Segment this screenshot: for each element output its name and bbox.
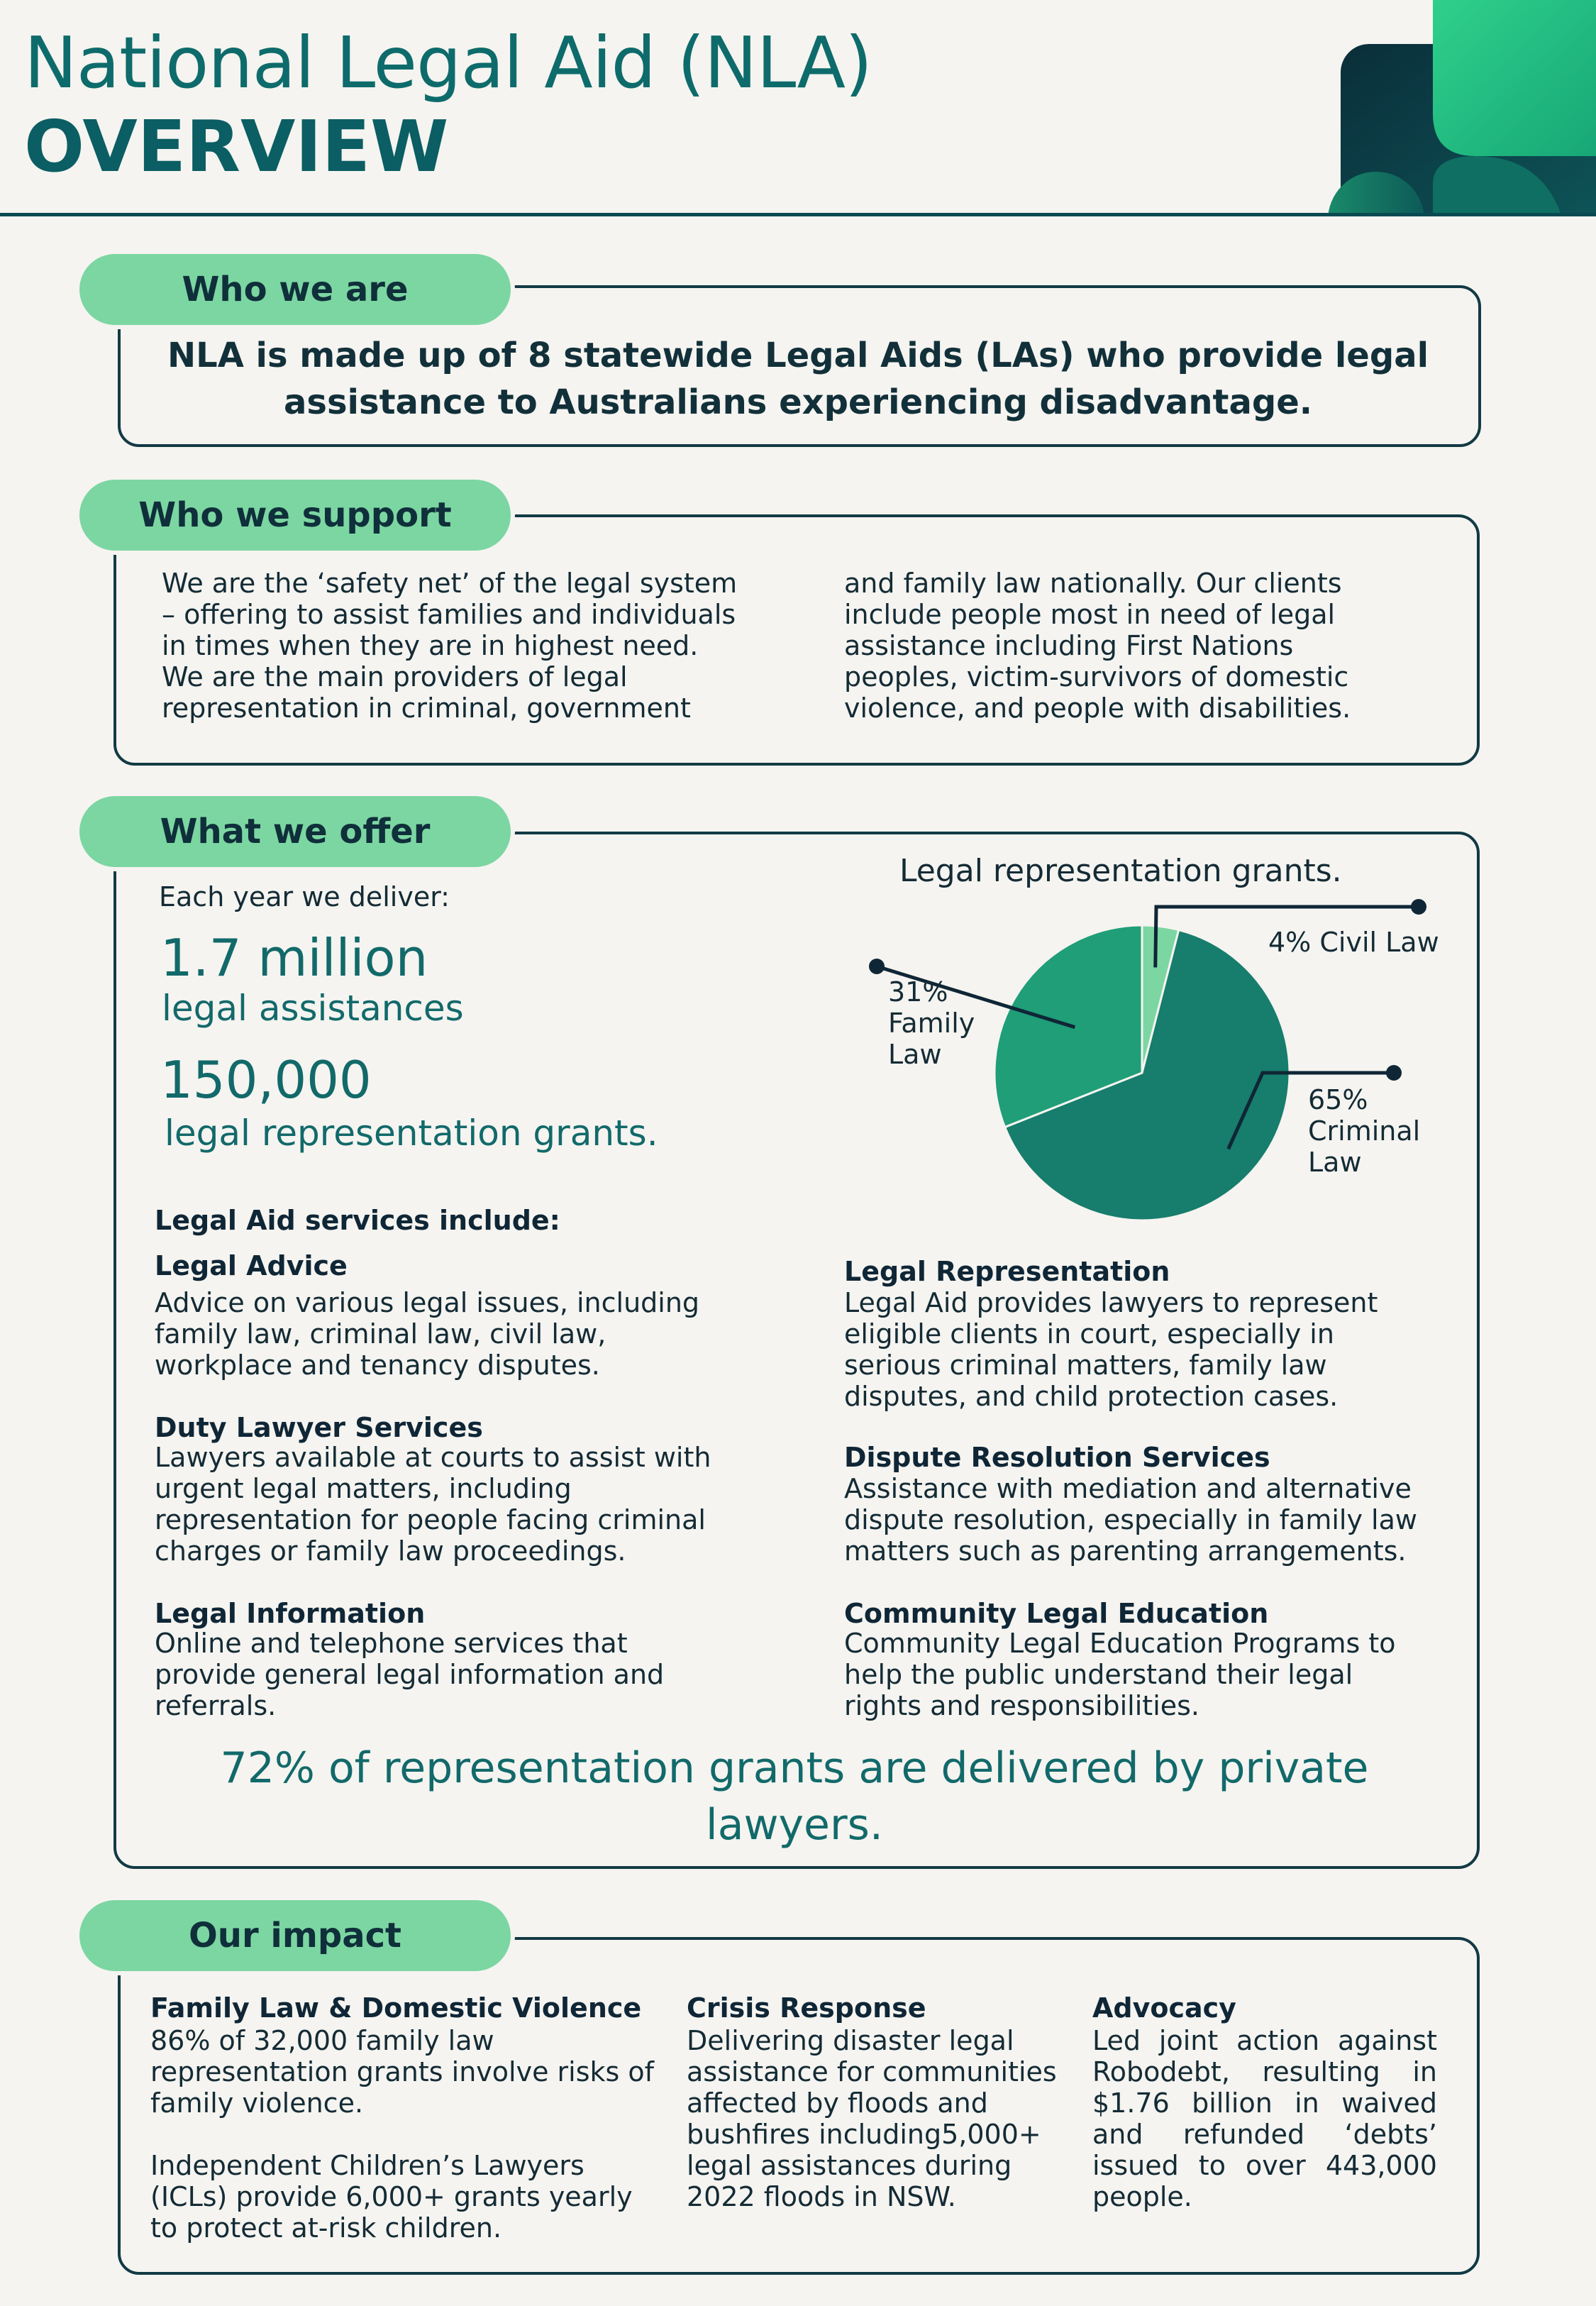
stat-assistances-label: legal assistances [162,988,464,1029]
pie-label-family: 31% Family Law [888,976,975,1070]
stat-assistances-value: 1.7 million [160,928,428,988]
page-subtitle: OVERVIEW [24,105,449,188]
service-body: Lawyers available at courts to assist with urgent legal matters, including representation for people facing criminal charges or family law proceedings. [155,1442,711,1567]
pie-leader-dot [1411,899,1426,915]
service-title: Duty Lawyer Services [155,1412,483,1443]
who-we-are-text: NLA is made up of 8 statewide Legal Aids (LAs) who provide legal assistance to Australians experiencing disadvantage. [167,336,1429,422]
service-body: Online and telephone services that provide general legal information and referrals. [155,1628,665,1721]
service-title: Legal Information [155,1598,426,1629]
who-we-support-col1: We are the ‘safety net’ of the legal system – offering to assist families and individuals in times when they are in highest need. We are the main providers of legal representation in criminal, government [162,568,738,724]
service-body: Legal Aid provides lawyers to represent eligible clients in court, especially in serious criminal matters, family law disputes, and child protection cases. [844,1287,1378,1412]
who-we-are-heading: Who we are [79,254,511,325]
who-we-support-heading: Who we support [79,480,511,551]
service-body: Assistance with mediation and alternative dispute resolution, especially in family law matters such as parenting arrangements. [844,1473,1417,1567]
service-title: Legal Representation [844,1256,1170,1287]
private-lawyers-stat: 72% of representation grants are delivered by private lawyers. [220,1743,1369,1850]
stat-grants-value: 150,000 [160,1050,372,1110]
header-divider [0,213,1596,216]
deliver-intro: Each year we deliver: [159,881,450,912]
services-heading: Legal Aid services include: [155,1205,560,1236]
pie-label-criminal: 65% Criminal Law [1308,1084,1421,1178]
impact-body: 86% of 32,000 family law representation grants involve risks of family violence. [150,2025,655,2119]
impact-body: Delivering disaster legal assistance for communities affected by floods and bushfires including5,000+ legal assistances during 2022 floods in NSW. [687,2025,1057,2212]
pie-label-civil: 4% Civil Law [1268,927,1439,958]
impact-title: Family Law & Domestic Violence [150,1992,642,2024]
impact-body: Independent Children’s Lawyers (ICLs) provide 6,000+ grants yearly to protect at-risk children. [150,2150,633,2244]
service-body: Community Legal Education Programs to help the public understand their legal rights and responsibilities. [844,1628,1396,1721]
pie-leader-dot [1386,1065,1402,1081]
service-body: Advice on various legal issues, including family law, criminal law, civil law, workplace and tenancy disputes. [155,1287,700,1381]
page-title: National Legal Aid (NLA) [24,21,872,104]
service-title: Legal Advice [155,1250,348,1281]
what-we-offer-heading: What we offer [79,796,511,867]
pie-leader-dot [869,959,885,974]
impact-title: Advocacy [1092,1992,1236,2024]
impact-body: Led joint action against Robodebt, resulting in $1.76 billion in waived and refunded ‘debts’ issued to over 443,000 people. [1092,2025,1437,2212]
impact-title: Crisis Response [687,1992,926,2024]
service-title: Dispute Resolution Services [844,1442,1270,1473]
header-decoration [1298,0,1596,213]
our-impact-heading: Our impact [79,1900,511,1971]
pie-chart-title: Legal representation grants. [899,853,1342,889]
stat-grants-label: legal representation grants. [165,1113,658,1154]
who-we-support-col2: and family law nationally. Our clients include people most in need of legal assistance including First Nations peoples, victim-survivors of domestic violence, and people with disabilities. [844,568,1351,724]
service-title: Community Legal Education [844,1598,1269,1629]
